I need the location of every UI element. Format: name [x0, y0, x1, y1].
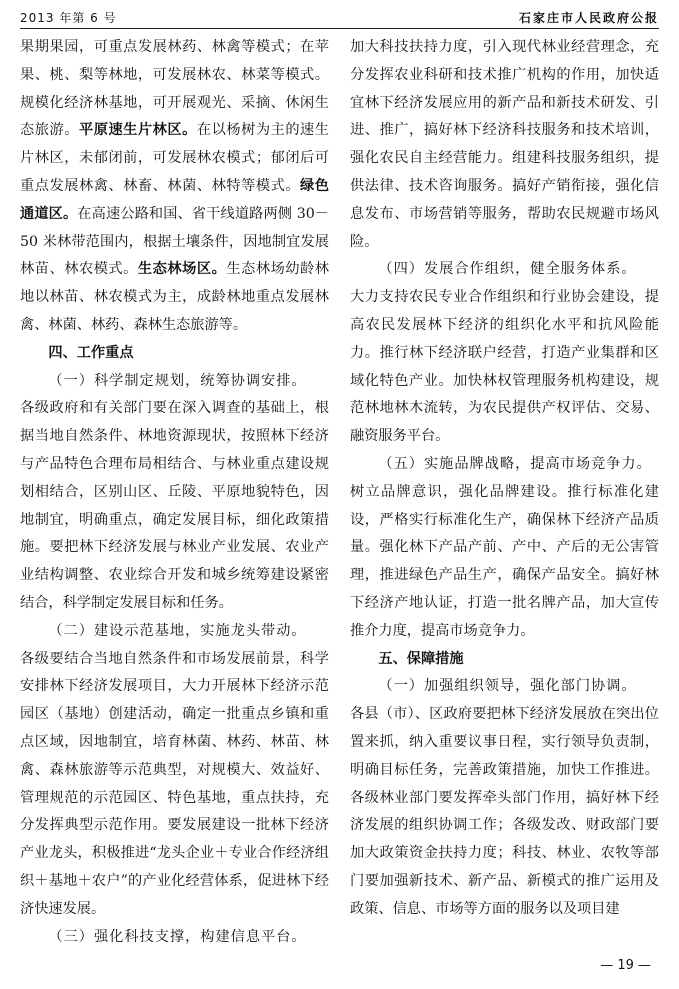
subheading-6: （一）加强组织领导，强化部门协调。: [378, 678, 637, 695]
paragraph-demonstration: 各级要结合当地自然条件和市场发展前景，科学安排林下经济发展项目，大力开展林下经济示范园区（基地）创建活动，确定一批重点乡镇和重点区域，因地制宜，培育林菌、林药、林苗、林禽、森林旅游等示范典型，对规模大、效益好、管理规范的示范园区、特色基地，重点扶持，充分发挥典型示范作用。要发展建设一批林下经济产业龙头，积极推进“龙头企业＋专业合作经济组织＋基地＋农户”的产业化经营体系，促进林下经济快速发展。: [20, 650, 329, 917]
zone-heading-green-corridor: 绿色通道区。: [20, 177, 329, 222]
text-run: 在高速公路和国、省干线道路两侧 30－50 米林带范围内，根据土壤条件，因地制宜发展林苗、林农模式。: [20, 205, 329, 278]
issue-label: 2013 年第 6 号: [20, 11, 117, 25]
publication-title: 石家庄市人民政府公报: [518, 11, 659, 25]
subheading-4: （四）发展合作组织，健全服务体系。: [378, 261, 637, 278]
subheading-1: （一）科学制定规划，统筹协调安排。: [48, 372, 307, 389]
text-run: 生态林场幼龄林地以林苗、林农模式为主，成龄林地重点发展林禽、林菌、林药、森林生态旅游等。: [20, 261, 329, 333]
subheading-2: （二）建设示范基地，实施龙头带动。: [48, 622, 307, 639]
page-number: — 19 —: [600, 958, 651, 973]
text-run: 果期果园，可重点发展林药、林禽等模式；在苹果、桃、梨等林地，可发展林农、林菜等模式。规模化经济林基地，可开展观光、采摘、休闲生态旅游。: [20, 39, 329, 139]
section-heading-5: 五、保障措施: [378, 650, 464, 667]
zone-heading-plain-forest: 平原速生片林区。: [78, 122, 197, 139]
left-column: [20, 34, 329, 951]
paragraph-planning: 各级政府和有关部门要在深入调查的基础上，根据当地自然条件、林地资源现状，按照林下经济与产品特色合理布局相结合、与林业重点建设规划相结合，区别山区、丘陵、平原地貌特色，因地制宜，明确重点，确定发展目标，细化政策措施。要把林下经济发展与林业产业发展、农业产业结构调整、农业综合开发和城乡统筹建设紧密结合，科学制定发展目标和任务。: [20, 400, 329, 611]
subheading-5: （五）实施品牌战略，提高市场竞争力。: [378, 455, 652, 472]
paragraph-technology: 加大科技扶持力度，引入现代林业经营理念，充分发挥农业科研和技术推广机构的作用，加快适宜林下经济发展应用的新产品和新技术研发、引进、推广，搞好林下经济科技服务和技术培训，强化农民自主经营能力。组建科技服务组织，提供法律、技术咨询服务。搞好产销衔接，强化信息发布、市场营销等服务，帮助农民规避市场风险。: [350, 39, 659, 250]
paragraph-branding: 树立品牌意识，强化品牌建设。推行标准化建设，严格实行标准化生产，确保林下经济产品质量。强化林下产品产前、产中、产后的无公害管理，推进绿色产品生产，确保产品安全。搞好林下经济产地认证，打造一批名牌产品，加大宣传推介力度，提高市场竞争力。: [350, 483, 659, 639]
section-heading-4: 四、工作重点: [48, 344, 134, 361]
paragraph-zones: [20, 34, 329, 340]
paragraph-leadership: 各县（市）、区政府要把林下经济发展放在突出位置来抓，纳入重要议事日程，实行领导负责制，明确目标任务，完善政策措施，加快工作推进。各级林业部门要发挥牵头部门作用，搞好林下经济发展的组织协调工作；各级发改、财政部门要加大政策资金扶持力度；科技、林业、农牧等部门要加强新技术、新产品、新模式的推广运用及政策、信息、市场等方面的服务以及项目建: [350, 706, 659, 917]
paragraph-cooperatives: 大力支持农民专业合作组织和行业协会建设，提高农民发展林下经济的组织化水平和抗风险能力。推行林下经济联户经营，打造产业集群和区域化特色产业。加快林权管理服务机构建设，规范林地林木流转，为农民提供产权评估、交易、融资服务平台。: [350, 289, 659, 445]
text-run: 在以杨树为主的速生片林区，未郁闭前，可发展林农模式；郁闭后可重点发展林禽、林畜、林菌、林特等模式。: [20, 122, 329, 194]
zone-heading-eco-forest-farm: 生态林场区。: [137, 261, 227, 278]
right-column: [350, 34, 659, 924]
subheading-3: （三）强化科技支撑，构建信息平台。: [48, 928, 307, 945]
page-header: [20, 6, 659, 29]
